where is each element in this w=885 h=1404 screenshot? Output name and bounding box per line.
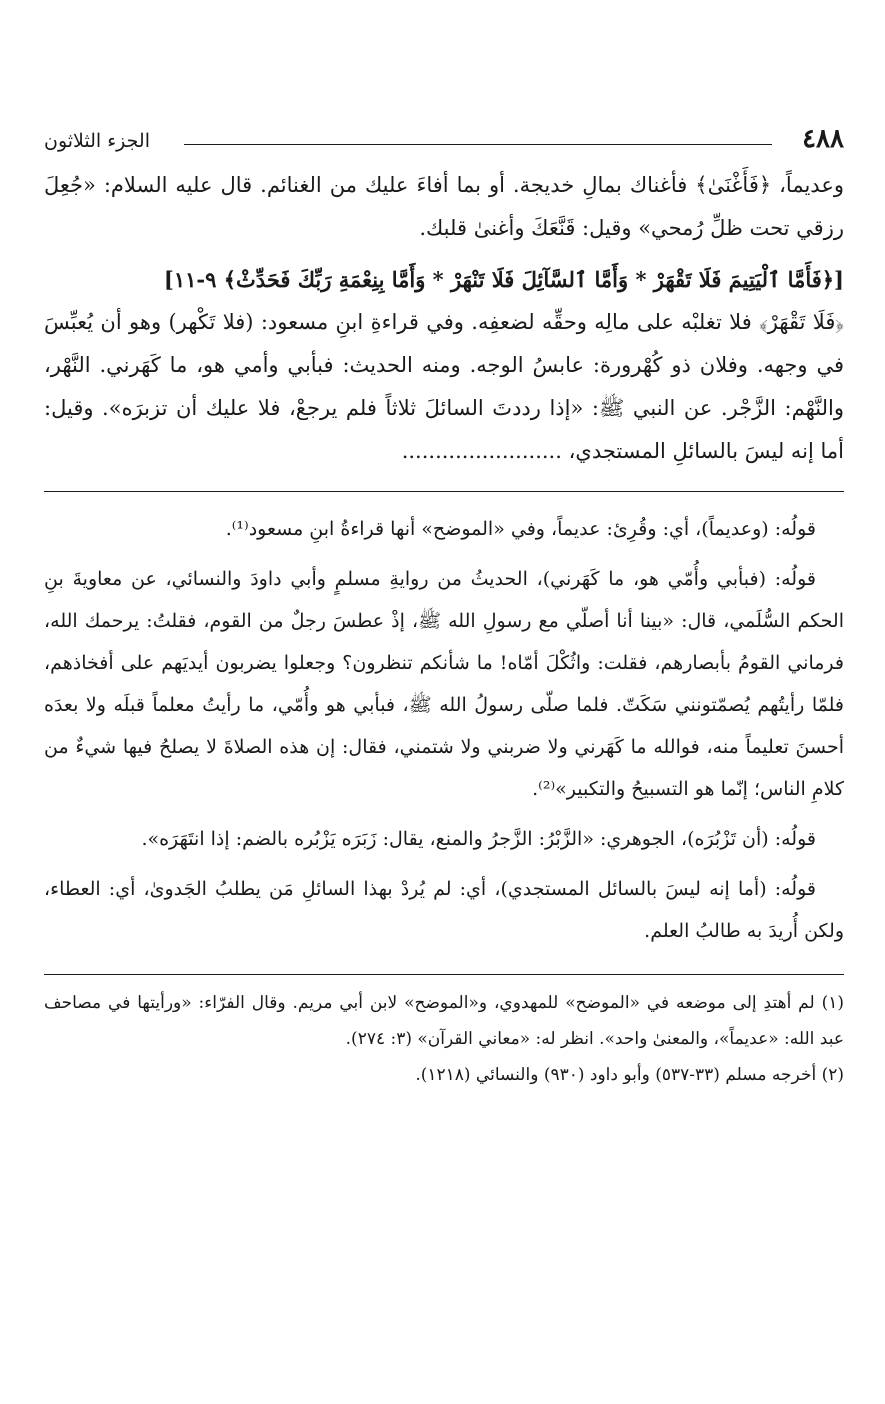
main-paragraph-2-text: ﴿فَلَا تَقْهَرْ﴾ فلا تغلبْه على مالِه وحقِّه لضعفِه. وفي قراءةِ ابنِ مسعود: (فلا تَكْهر) وهو أن يُعبِّسَ في وجهه. وفلان ذو كُهْرورة: عابسُ الوجه. ومنه الحديث: فبأبي وأمي هو، ما كَهَرني. النَّهْر، والنَّهْم: الزَّجْر. عن النبي ﷺ: «إذا رددتَ السائلَ ثلاثاً فلم يرجعْ، فلا عليك أن تزبرَه». وقيل: أما إنه ليسَ بالسائلِ المستجدي، xyxy=(44,310,844,463)
main-paragraph-2 xyxy=(44,301,844,473)
commentary-paragraph: قولُه: (وعديماً)، أي: وقُرِئ: عديماً، وفي «الموضح» أنها قراءةُ ابنِ مسعود⁽¹⁾. xyxy=(225,518,816,540)
footnote-2: (٢) أخرجه مسلم (٣٣-٥٣٧) وأبو داود (٩٣٠) والنسائي (١٢١٨). xyxy=(415,1065,844,1085)
footnotes xyxy=(44,985,844,1093)
footnote-divider xyxy=(44,974,844,975)
page-header xyxy=(44,120,844,164)
commentary-paragraph: قولُه: (أما إنه ليسَ بالسائل المستجدي)، أي: لم يُردْ بهذا السائلِ مَن يطلبُ الجَدوىٰ، أي: العطاء، ولكن أُريدَ به طالبُ العلم. xyxy=(44,878,844,942)
footnote-1: (١) لم أهتدِ إلى موضعه في «الموضح» للمهدوي، و«الموضح» لابن أبي مريم. وقال الفرّاء: «ورأيتها في مصاحف عبد الله: «عديماً»، والمعنىٰ واحد». انظر له: «معاني القرآن» (٣: ٢٧٤). xyxy=(44,993,844,1049)
commentary-paragraph: قولُه: (فبأبي وأُمّي هو، ما كَهَرني)، الحديثُ من روايةِ مسلمٍ وأبي داودَ والنسائي، عن معاويةَ بنِ الحكم السُّلَمي، قال: «بينا أنا أصلّي مع رسولِ الله ﷺ، إذْ عطسَ رجلٌ من القوم، فقلتُ: يرحمك الله، فرماني القومُ بأبصارهم، فقلت: واثُكْلَ أمّاه! ما شأنكم تنظرون؟ وجعلوا يضربون أيديَهم على أفخاذهم، فلمّا رأيتُهم يُصمّتونني سَكَتّ. فلما صلّى رسولُ الله ﷺ، فبأبي هو وأُمّي، ما رأيتُ معلماً قبلَه ولا بعدَه أحسنَ تعليماً منه، فوالله ما كَهَرني ولا ضربني ولا شتمني، فقال: إن هذه الصلاةَ لا يصلحُ فيها شيءٌ من كلامِ الناس؛ إنّما هو التسبيحُ والتكبير»⁽²⁾. xyxy=(44,568,844,800)
section-divider xyxy=(44,491,844,492)
book-page xyxy=(44,120,844,1093)
commentary-paragraph: قولُه: (أن تَزْبُرَه)، الجوهري: «الزَّبْرُ: الزَّجرُ والمنع، يقال: زَبَرَه يَزْبُره بالضم: إذا انتَهَرَه». xyxy=(141,828,816,850)
header-rule xyxy=(184,144,772,145)
page-number: ٤٨٨ xyxy=(802,124,844,154)
quran-verse: [﴿فَأَمَّا ٱلْيَتِيمَ فَلَا تَقْهَرْ * وَأَمَّا ٱلسَّآئِلَ فَلَا تَنْهَرْ * وَأَمَّا بِنِعْمَةِ رَبِّكَ فَحَدِّثْ﴾ ٩-١١] xyxy=(163,267,844,292)
part-title: الجزء الثلاثون xyxy=(44,130,150,152)
continuation-dots: ........................ xyxy=(401,439,562,463)
main-text xyxy=(44,164,844,473)
commentary xyxy=(44,508,844,952)
main-paragraph-1: وعديماً، ﴿فَأَغْنَىٰ﴾ فأغناك بمالِ خديجة. أو بما أفاءَ عليك من الغنائم. قال عليه السلام: «جُعِلَ رزقي تحت ظلِّ رُمحي» وقيل: قَنَّعَكَ وأغنىٰ قلبك. xyxy=(44,173,844,240)
